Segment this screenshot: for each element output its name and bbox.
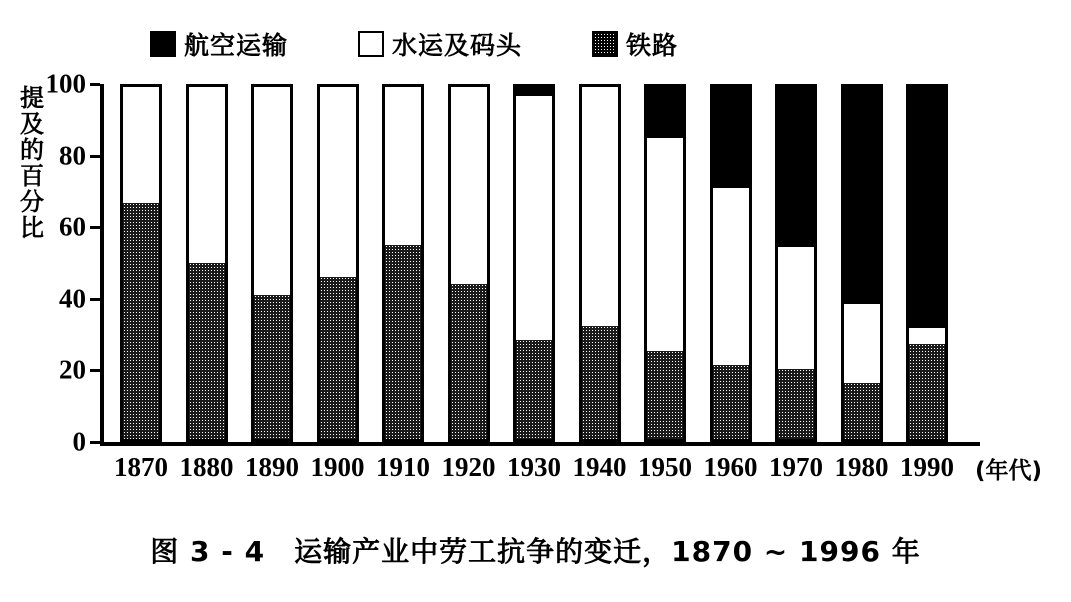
x-tick-label: 1930: [507, 452, 561, 482]
bar-1880: [186, 84, 228, 442]
x-axis-title: (年代): [975, 458, 1043, 484]
y-tick-label: 40: [59, 283, 86, 314]
legend-item: [358, 26, 522, 62]
bar-1910: [382, 84, 424, 442]
segment-water: [647, 136, 683, 351]
segment-rail: [385, 245, 421, 439]
bar-1900: [317, 84, 359, 442]
x-tick-label: 1970: [769, 452, 823, 482]
segment-water: [385, 87, 421, 245]
x-tick-label: 1880: [179, 452, 234, 482]
x-axis-line: [100, 442, 980, 446]
bar-1870: [120, 84, 162, 442]
bar-1970: [775, 84, 817, 442]
y-tick-mark: [90, 83, 100, 86]
segment-water: [254, 87, 290, 295]
bar-1950: [644, 84, 686, 442]
bar-1920: [448, 84, 490, 442]
legend-label: 铁路: [626, 31, 679, 60]
y-axis-title: 提 及 的 百 分 比: [20, 84, 44, 242]
segment-water: [320, 87, 356, 277]
x-tick-label: 1950: [638, 452, 692, 482]
y-tick-label: 20: [59, 354, 86, 385]
x-tick-label: 1980: [834, 452, 889, 482]
segment-rail: [647, 351, 683, 439]
segment-divider: [909, 325, 945, 328]
segment-air: [713, 87, 749, 186]
segment-rail: [909, 344, 945, 439]
x-tick-label: 1900: [310, 452, 365, 482]
y-tick-label: 80: [59, 140, 86, 171]
segment-water: [909, 326, 945, 344]
bar-1930: [513, 84, 555, 442]
segment-rail: [451, 284, 487, 439]
bar-1890: [251, 84, 293, 442]
segment-air: [778, 87, 814, 245]
legend-swatch-air: [150, 31, 176, 57]
segment-water: [123, 87, 159, 203]
plot-area: [45, 68, 980, 482]
segment-divider: [713, 185, 749, 188]
segment-water: [189, 87, 225, 263]
bar-1990: [906, 84, 948, 442]
segment-rail: [844, 383, 880, 439]
segment-water: [582, 87, 618, 326]
chart-legend: [150, 24, 910, 64]
legend-label: 水运及码头: [392, 31, 523, 60]
segment-rail: [713, 365, 749, 439]
segment-divider: [778, 244, 814, 247]
x-tick-label: 1920: [441, 452, 496, 482]
y-tick-mark: [90, 298, 100, 301]
y-tick-mark: [90, 226, 100, 229]
segment-rail: [516, 340, 552, 439]
segment-water: [451, 87, 487, 284]
y-tick-mark: [90, 155, 100, 158]
segment-rail: [254, 295, 290, 439]
y-tick-label: 60: [59, 211, 86, 242]
segment-rail: [778, 369, 814, 439]
bar-1960: [710, 84, 752, 442]
legend-item: [150, 26, 288, 62]
y-tick-mark: [90, 441, 100, 444]
legend-item: [592, 26, 678, 62]
segment-water: [713, 186, 749, 366]
x-tick-label: 1890: [245, 452, 299, 482]
segment-rail: [320, 277, 356, 439]
segment-water: [778, 245, 814, 368]
x-tick-label: 1870: [114, 452, 168, 482]
x-tick-label: 1940: [572, 452, 627, 482]
segment-divider: [844, 301, 880, 304]
segment-divider: [516, 93, 552, 96]
segment-rail: [582, 326, 618, 439]
legend-swatch-water: [358, 31, 384, 57]
bar-1940: [579, 84, 621, 442]
segment-air: [647, 87, 683, 136]
y-tick-label: 100: [45, 68, 86, 99]
x-tick-label: 1960: [703, 452, 758, 482]
segment-air: [844, 87, 880, 302]
y-tick-mark: [90, 369, 100, 372]
figure-caption: 图 3 - 4 运输产业中劳工抗争的变迁，1870 ~ 1996 年: [150, 535, 921, 568]
y-tick-label: 0: [72, 426, 86, 457]
segment-water: [516, 94, 552, 340]
bar-1980: [841, 84, 883, 442]
segment-water: [844, 302, 880, 383]
segment-rail: [123, 203, 159, 439]
x-tick-label: 1910: [376, 452, 430, 482]
segment-rail: [189, 263, 225, 439]
y-axis-line: [100, 84, 104, 446]
segment-air: [909, 87, 945, 326]
segment-divider: [647, 135, 683, 138]
legend-swatch-rail: [592, 31, 618, 57]
legend-label: 航空运输: [184, 31, 289, 60]
x-tick-label: 1990: [900, 452, 954, 482]
